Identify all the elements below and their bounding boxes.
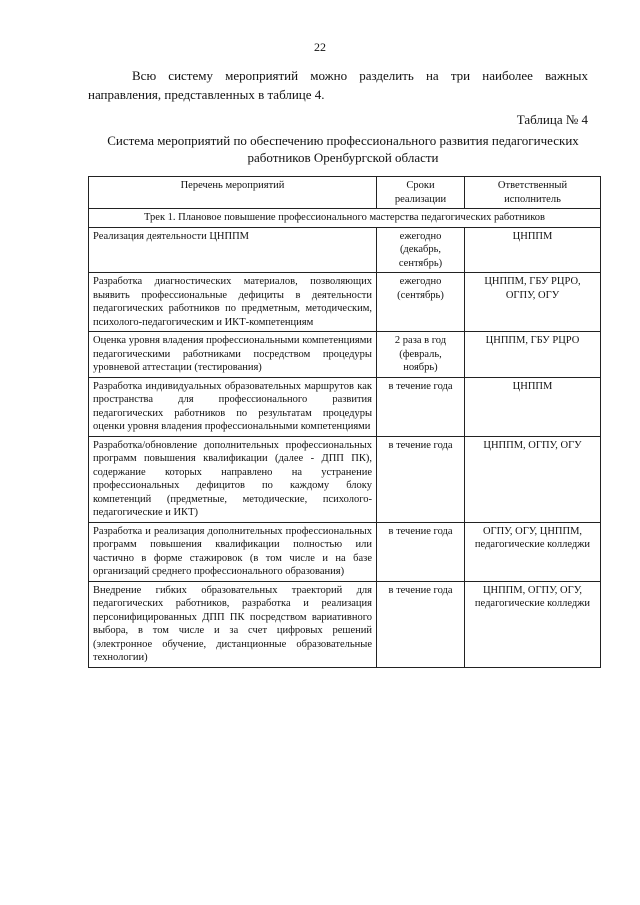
table-row	[89, 522, 601, 581]
term-cell: 2 раза в год (февраль, ноябрь)	[377, 332, 465, 378]
table-row	[89, 581, 601, 667]
table-header	[89, 177, 601, 209]
header-responsible: Ответственный исполнитель	[465, 177, 601, 209]
responsible-cell: ОГПУ, ОГУ, ЦНППМ, педагогические колледжи	[465, 522, 601, 581]
table-label: Таблица № 4	[516, 112, 588, 127]
header-row	[89, 177, 601, 209]
header-terms: Сроки реализации	[377, 177, 465, 209]
intro-paragraph: Всю систему мероприятий можно разделить на три наиболее важных направления, представленных в таблице 4.	[88, 68, 588, 102]
table-row	[89, 436, 601, 522]
measures-table	[88, 176, 601, 668]
term-cell: в течение года	[377, 522, 465, 581]
activity-cell: Разработка диагностических материалов, позволяющих выявить профессиональные дефициты в деятельности педагогических работников по предметным, методическим, психолого-педагогическим и ИКТ-компетенциям	[89, 273, 377, 332]
table-row	[89, 273, 601, 332]
activity-cell: Разработка и реализация дополнительных профессиональных программ повышения квалификации полностью или частично в форме стажировок (в том числе и на базе организаций среднего профессионального образования)	[89, 522, 377, 581]
term-cell: в течение года	[377, 377, 465, 436]
responsible-cell: ЦНППМ, ГБУ РЦРО	[465, 332, 601, 378]
activity-cell: Оценка уровня владения профессиональными компетенциями педагогическими работниками посредством процедуры уровневой аттестации (тестирования)	[89, 332, 377, 378]
term-cell: в течение года	[377, 581, 465, 667]
header-activities: Перечень мероприятий	[89, 177, 377, 209]
activity-cell: Внедрение гибких образовательных траекторий для педагогических работников, разработка и реализация персонифицированных ДПП ПК посредством вариативного выбора, в том числе и за счет цифровых решений (электронное обучение, дистанционные образовательные технологии)	[89, 581, 377, 667]
table-title: Система мероприятий по обеспечению профессионального развития педагогических работников Оренбургской области	[107, 133, 579, 165]
page-number: 22	[314, 40, 326, 54]
responsible-cell: ЦНППМ, ОГПУ, ОГУ, педагогические колледжи	[465, 581, 601, 667]
table-row	[89, 227, 601, 273]
responsible-cell: ЦНППМ, ГБУ РЦРО, ОГПУ, ОГУ	[465, 273, 601, 332]
table-row	[89, 332, 601, 378]
table-row	[89, 377, 601, 436]
track-title: Трек 1. Плановое повышение профессионального мастерства педагогических работников	[89, 209, 601, 228]
activity-cell: Разработка/обновление дополнительных профессиональных программ повышения квалификации (далее - ДПП ПК), содержание которых направлено на устранение профессиональных дефицитов по каждому блоку компетенций (предметные, методические, психолого-педагогические и ИКТ)	[89, 436, 377, 522]
activity-cell: Разработка индивидуальных образовательных маршрутов как пространства для профессионального развития педагогических работников по результатам процедуры оценки уровня владения профессиональными компетенциями	[89, 377, 377, 436]
term-cell: в течение года	[377, 436, 465, 522]
responsible-cell: ЦНППМ	[465, 377, 601, 436]
term-cell: ежегодно (декабрь, сентябрь)	[377, 227, 465, 273]
responsible-cell: ЦНППМ	[465, 227, 601, 273]
track-row	[89, 209, 601, 228]
activity-cell: Реализация деятельности ЦНППМ	[89, 227, 377, 273]
term-cell: ежегодно (сентябрь)	[377, 273, 465, 332]
table-body	[89, 209, 601, 668]
responsible-cell: ЦНППМ, ОГПУ, ОГУ	[465, 436, 601, 522]
